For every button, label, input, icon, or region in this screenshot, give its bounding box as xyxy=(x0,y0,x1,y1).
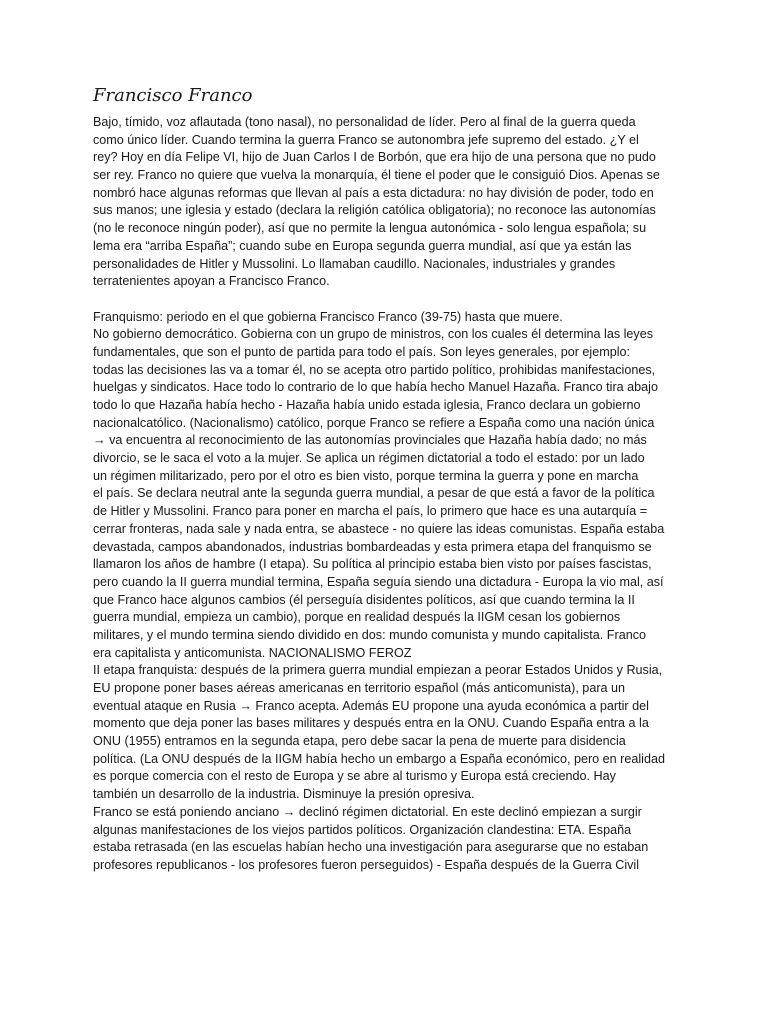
paragraph-franquismo xyxy=(93,309,693,875)
text-line: huelgas y sindicatos. Hace todo lo contrario de lo que había hecho Manuel Hazaña. Franco tira abajo xyxy=(93,380,658,395)
text-line: → va encuentra al reconocimiento de las autonomías provinciales que Hazaña había dado; no más xyxy=(93,433,647,448)
text-line: un régimen militarizado, pero por el otro es bien visto, porque termina la guerra y pone en marcha xyxy=(93,468,639,483)
text-line: Bajo, tímido, voz aflautada (tono nasal), no personalidad de líder. Pero al final de la guerra queda xyxy=(93,115,636,129)
text-line: fundamentales, que son el punto de partida para todo el país. Son leyes generales, por ejemplo: xyxy=(93,344,630,359)
text-line: también un desarrollo de la industria. Disminuye la presión opresiva. xyxy=(93,787,475,802)
text-line: devastada, campos abandonados, industrias bombardeadas y esta primera etapa del franquismo se xyxy=(93,539,652,554)
text-line: momento que deja poner las bases militares y después entra en la ONU. Cuando España entra a la xyxy=(93,716,649,731)
text-line: llamaron los años de hambre (I etapa). Su política al principio estaba bien visto por países fascistas, xyxy=(93,557,652,572)
text-line: nombró hace algunas reformas que llevan al país a esta dictadura: no hay división de poder, todo en xyxy=(93,185,654,200)
text-line: ONU (1955) entramos en la segunda etapa, pero debe sacar la pena de muerte para disidencia xyxy=(93,734,626,749)
text-line: (no le reconoce ningún poder), así que no permite la lengua autonómica - solo lengua española; su xyxy=(93,221,647,236)
text-line: todo lo que Hazaña había hecho - Hazaña había unido estada iglesia, Franco declara un gobierno xyxy=(93,398,641,412)
text-line: terratenientes apoyan a Francisco Franco. xyxy=(93,274,330,289)
text-line: que Franco hace algunos cambios (él perseguía disidentes políticos, así que cuando termina la II xyxy=(93,592,635,607)
text-line: II etapa franquista: después de la primera guerra mundial empiezan a peorar Estados Unidos y Rusia, xyxy=(93,663,663,678)
text-line: nacionalcatólico. (Nacionalismo) católico, porque Franco se refiere a España como una nación única xyxy=(93,415,655,430)
paragraph-biography xyxy=(93,114,693,291)
document-title: Francisco Franco xyxy=(93,85,253,106)
text-line: personalidades de Hitler y Mussolini. Lo llamaban caudillo. Nacionales, industriales y grandes xyxy=(93,256,616,271)
text-line: sus manos; une iglesia y estado (declara la religión católica obligatoria); no reconoce las autonomías xyxy=(93,203,656,218)
text-line: pero cuando la II guerra mundial termina, España seguía siendo una dictadura - Europa la vio mal, así xyxy=(93,574,664,589)
text-line: ser rey. Franco no quiere que vuelva la monarquía, él tiene el poder que le consiguió Dios. Apenas se xyxy=(93,168,660,183)
text-line: divorcio, se le saca el voto a la mujer. Se aplica un régimen dictatorial a todo el estado: por un lado xyxy=(93,451,645,466)
text-line: Franco se está poniendo anciano → declinó régimen dictatorial. En este declinó empiezan a surgir xyxy=(93,804,642,819)
text-line: de Hitler y Mussolini. Franco para poner en marcha el país, lo primero que hace es una autarquía = xyxy=(93,504,648,519)
text-line: guerra mundial, empieza un cambio), porque en realidad después la IIGM cesan los gobiernos xyxy=(93,610,621,625)
text-line: militares, y el mundo termina siendo dividido en dos: mundo comunista y mundo capitalista. Franco xyxy=(93,627,646,642)
text-line: el país. Se declara neutral ante la segunda guerra mundial, a pesar de que está a favor de la política xyxy=(93,486,655,501)
text-line: lema era “arriba España”; cuando sube en Europa segunda guerra mundial, así que ya están las xyxy=(93,238,632,253)
text-line: cerrar fronteras, nada sale y nada entra, se abastece - no quiere las ideas comunistas. España estaba xyxy=(93,521,665,536)
text-line: rey? Hoy en día Felipe VI, hijo de Juan Carlos I de Borbón, que era hijo de una persona que no pudo xyxy=(93,150,656,165)
text-line: todas las decisiones las va a tomar él, no se acepta otro partido político, prohibidas manifestaciones, xyxy=(93,362,656,377)
text-line: Franquismo: periodo en el que gobierna Francisco Franco (39-75) hasta que muere. xyxy=(93,309,563,324)
text-line: eventual ataque en Rusia → Franco acepta. Además EU propone una ayuda económica a partir del xyxy=(93,698,649,713)
text-line: es porque comercia con el resto de Europa y se abre al turismo y Europa está creciendo. Hay xyxy=(93,769,616,784)
text-line: política. (La ONU después de la IIGM había hecho un embargo a España económico, pero en realidad xyxy=(93,751,665,766)
text-line: EU propone poner bases aéreas americanas en territorio español (más anticomunista), para un xyxy=(93,681,626,695)
text-line: estaba retrasada (en las escuelas habían hecho una investigación para asegurarse que no estaban xyxy=(93,840,649,855)
text-line: era capitalista y anticomunista. NACIONALISMO FEROZ xyxy=(93,645,412,660)
paragraph-spacer xyxy=(93,291,693,309)
text-line: profesores republicanos - los profesores fueron perseguidos) - España después de la Guerra Civil xyxy=(93,857,640,872)
document-body xyxy=(93,114,693,875)
text-line: como único líder. Cuando termina la guerra Franco se autonombra jefe supremo del estado. ¿Y el xyxy=(93,132,639,147)
text-line: No gobierno democrático. Gobierna con un grupo de ministros, con los cuales él determina las leyes xyxy=(93,327,654,342)
text-line: algunas manifestaciones de los viejos partidos políticos. Organización clandestina: ETA. España xyxy=(93,822,632,837)
